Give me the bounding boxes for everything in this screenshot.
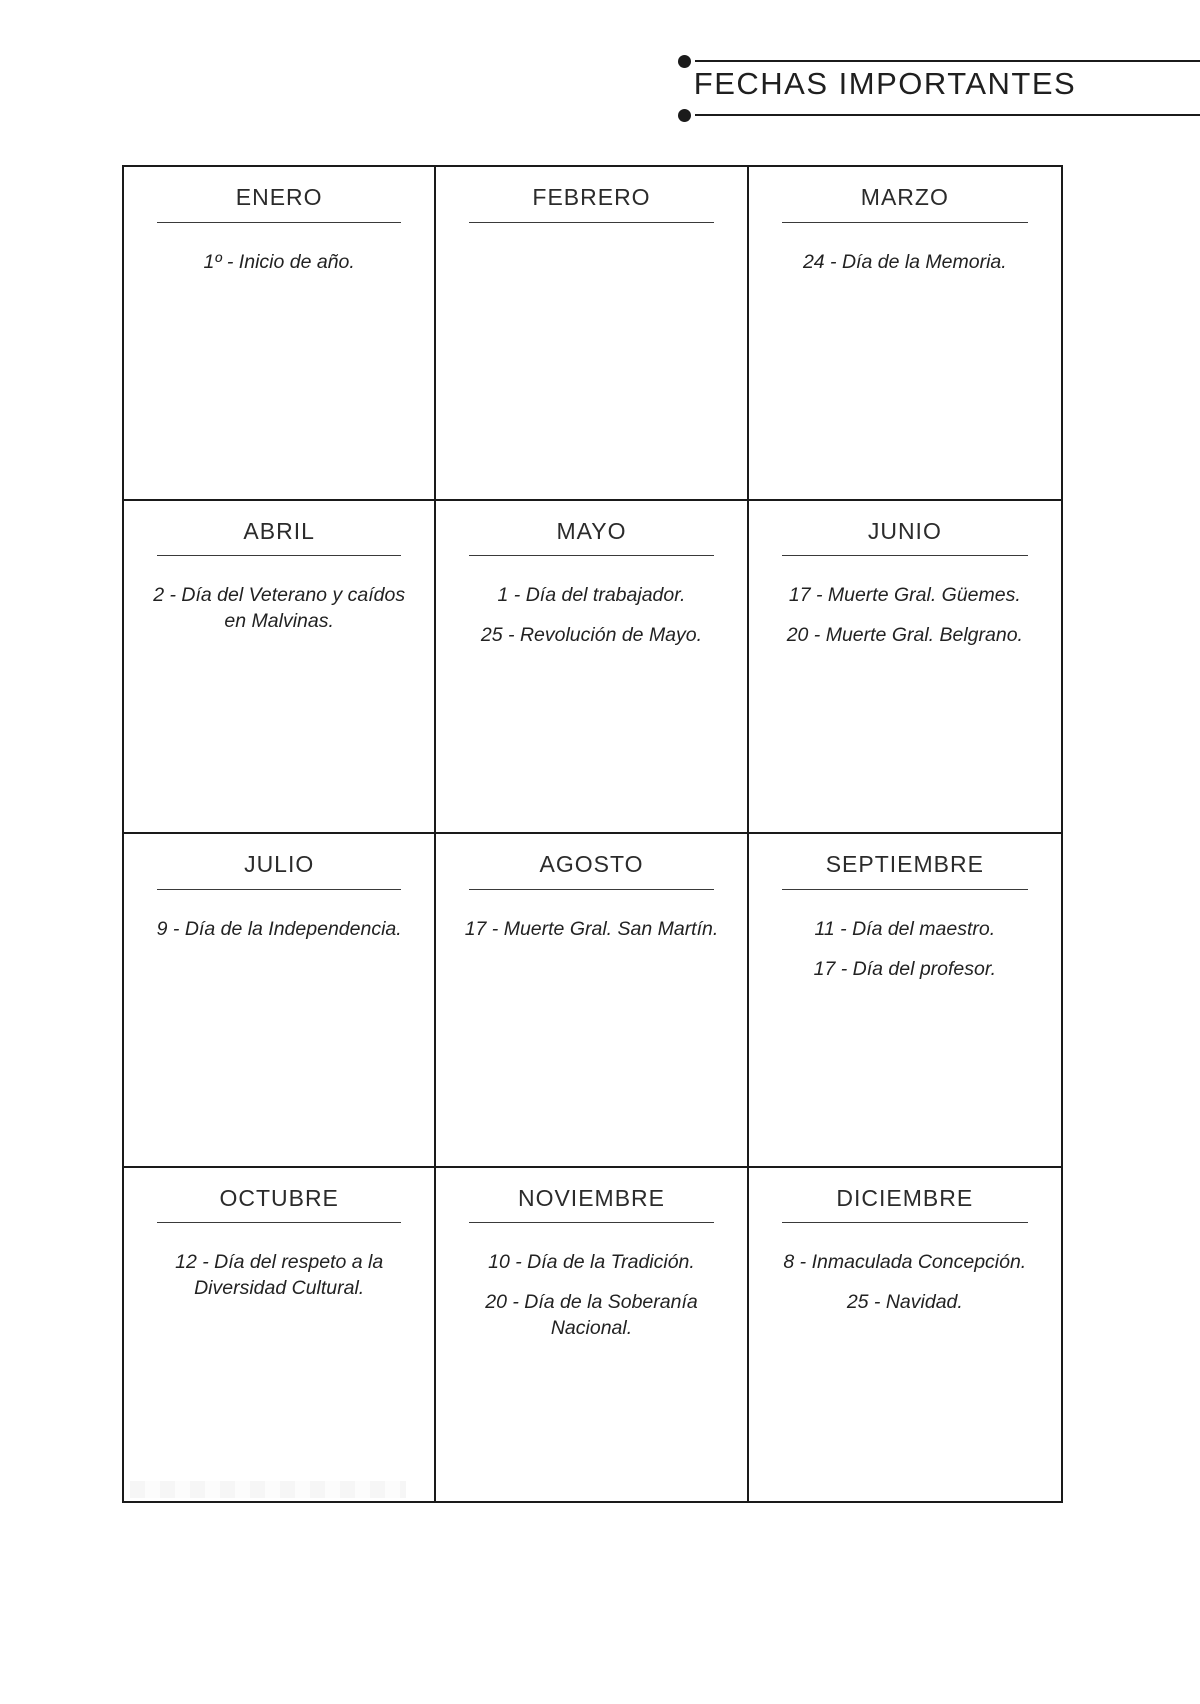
month-cell [436,501,748,835]
month-title: NOVIEMBRE [517,1184,665,1211]
month-underline [782,555,1028,556]
date-entry: 2 - Día del Veterano y caídos en Malvinas. [153,584,406,633]
month-cell [436,1168,748,1502]
date-entry: 10 - Día de la Tradición. [488,1251,695,1274]
month-entries [449,917,733,943]
month-entries [762,583,1048,648]
month-cell [124,167,436,501]
header-rule-bottom [678,108,1200,122]
date-entry: 1 - Día del trabajador. [497,584,686,607]
scan-artifact [130,1481,406,1498]
header-line [695,60,1200,62]
month-entries [762,1250,1048,1315]
month-title: FEBRERO [532,184,651,210]
date-entry: 20 - Muerte Gral. Belgrano. [786,624,1023,647]
month-cell [749,1168,1061,1502]
date-entry: 24 - Día de la Memoria. [802,250,1007,273]
month-cell [749,834,1061,1168]
date-entry: 17 - Muerte Gral. Güemes. [788,584,1021,607]
month-underline [469,222,714,223]
date-entry: 25 - Navidad. [846,1291,963,1314]
month-title: JUNIO [867,517,942,544]
month-underline [157,222,402,223]
month-entries [137,917,421,943]
month-entries [137,583,421,634]
date-entry: 17 - Día del profesor. [813,957,997,980]
month-title: SEPTIEMBRE [825,851,984,877]
date-entry: 1º - Inicio de año. [203,250,355,273]
date-entry: 8 - Inmaculada Concepción. [783,1251,1027,1274]
page-title: FECHAS IMPORTANTES [693,66,1077,101]
month-entries [137,250,421,276]
month-underline [469,889,714,890]
month-cell [749,167,1061,501]
month-cell [124,1168,436,1502]
date-entry: 11 - Día del maestro. [814,917,996,940]
month-cell [124,834,436,1168]
month-cell [436,834,748,1168]
month-title: ABRIL [243,517,315,544]
month-underline [469,1222,714,1223]
month-underline [782,222,1028,223]
month-title: OCTUBRE [219,1184,339,1211]
month-entries [137,1250,421,1301]
date-entry: 20 - Día de la Soberanía Nacional. [485,1291,698,1339]
date-entry: 9 - Día de la Independencia. [156,917,402,940]
month-underline [782,889,1028,890]
month-title: JULIO [244,851,315,877]
month-cell [436,167,748,501]
month-title: ENERO [235,184,323,210]
month-underline [157,889,402,890]
month-title: AGOSTO [539,851,644,877]
calendar-grid [122,165,1063,1503]
month-underline [782,1222,1028,1223]
month-cell [749,501,1061,835]
month-entries [449,1250,733,1341]
bullet-dot-icon [678,109,691,122]
month-underline [157,555,402,556]
month-entries [449,583,733,648]
date-entry: 17 - Muerte Gral. San Martín. [464,917,719,940]
month-entries [762,250,1048,276]
month-entries [762,917,1048,982]
date-entry: 12 - Día del respeto a la Diversidad Cultural. [175,1251,384,1300]
month-cell [124,501,436,835]
month-title: MAYO [556,517,627,544]
month-underline [469,555,714,556]
date-entry: 25 - Revolución de Mayo. [480,624,703,647]
month-title: DICIEMBRE [836,1184,974,1211]
month-underline [157,1222,402,1223]
month-title: MARZO [860,184,949,210]
header-line [695,114,1200,116]
